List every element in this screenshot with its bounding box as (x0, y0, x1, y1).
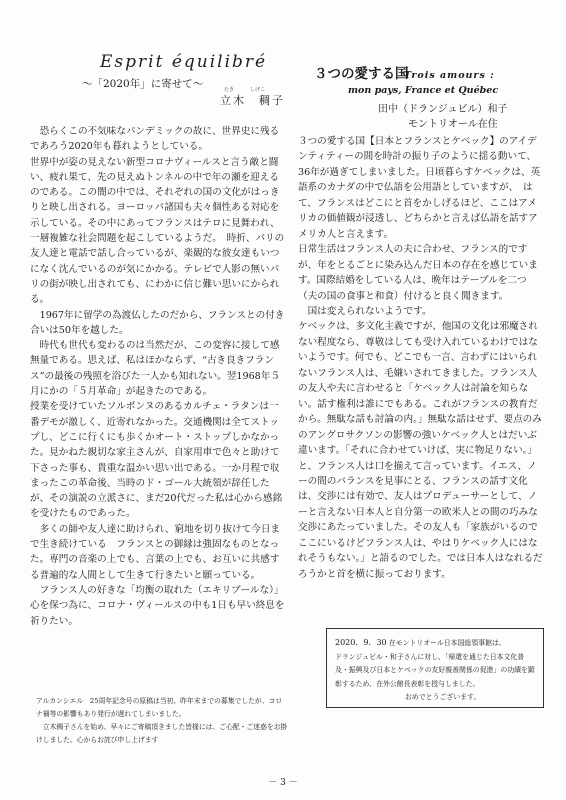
paragraph: ケベックは、多文化主義ですが、他国の文化は邪魔されない程度なら、尊敬はしても受け入れているわけではないようです。何でも、どこでも一言、言わずにはいられないフランス人は、毛嫌いされてきました。フランス人の友人や夫に言わせると「ケベック人は討論を知らない。話す権利は誰にでもある。これがフランスの教育だから。無駄な話も討論の内。」無駄な話はせず、要点のみのアングロサクソンの影響の強いケベック人とはだいぶ違います。「それに合わせていけば、実に物足りない。」と、フランス人は口を揃えて言っています。イエス、ノーの間のバランスを見事にとる、フランスの話す文化は、交渉には有効で、友人はプロデューサーとして、ノーと言えない日本人と自分第一の欧米人との間の巧みな交渉にあたっていました。その友人も「家族がいるのでここにいるけどフランス人は、やはりケベック人にはなれそうもない。」と語るのでした。では日本人はなれるだろうかと首を横に振っております。 (298, 321, 543, 580)
ruby-family-name: たき (224, 87, 235, 93)
notice-line: ドランジュビル・和子さんに対し、「帰還を通じた日本文化普及・振興及び日本とケベックの友好親善関係の促進」の功績を顕彰するため、在外公館長表彰を授与しました。 (335, 652, 535, 688)
notice-date: 2020．9．30 (335, 638, 387, 647)
editor-footnote (36, 695, 288, 747)
article-body-right (298, 134, 543, 582)
footnote-line: アルカンシエル 25周年記念号の原稿は当初、昨年末までの募集でしたが、コロナ禍等の影響もあり発行が遅れてしまいました。 (36, 697, 283, 718)
article-subtitle-left: ～「2020年」に寄せて～ (82, 78, 204, 90)
footnote-line: 立木稠子さんを始め、早々にご寄稿頂きました皆様には、ご心配・ご迷惑をお掛けしました。心からお詫び申し上げます (36, 723, 288, 744)
paragraph: フランス人の好きな「均衡の取れた（エキリブールな）」心を保つ為に、コロナ・ヴィールスの中も1日も早い終息を祈りたい。 (30, 584, 285, 627)
notice-line: おめでとうございます。 (405, 693, 481, 701)
article-body-left (30, 124, 288, 629)
french-subtitle: mon pays, France et Québec (348, 85, 499, 96)
article-title-left: Esprit équilibré (100, 52, 268, 72)
paragraph: 1967年に留学の為渡仏したのだから、フランスとの付き合いは50年を越した。 (30, 309, 285, 336)
paragraph: 日常生活はフランス人の夫に合わせ、フランス的ですが、年をとるごとに染み込んだ日本の存在を感じています。国際結婚をしている人は、晩年はテーブルを二つ（夫の国の食事と和食）付けると良く聞きます。 (298, 244, 538, 302)
ruby-given-name: しげこ (250, 87, 266, 93)
paragraph: 多くの師や友人達に助けられ、窮地を切り抜けて今日まで生き続けている フランスとの御縁は強固なものとなった。専門の音楽の上でも、言葉の上でも、お互いに共感する普遍的な人間として生きて行きたいと願っている。 (30, 523, 281, 581)
french-title: Trois amours : (404, 70, 495, 81)
notice-line: 在モントリオール日本国総領事館は、 (388, 639, 506, 647)
author-left: 立木 稠子 (220, 94, 285, 107)
award-notice-box (326, 628, 544, 708)
author-right: 田中（ドランジュビル）和子 (378, 104, 508, 115)
paragraph: 授業を受けていたソルボンヌのあるカルチェ・ラタンは一番デモが激しく、近寄れなかった。交通機関は全てストップし、どこに行くにも歩くかオート・ストップしかなかった。見かねた親切な家主さんが、自家用車で色々と助けて下さった事も、貴重な温かい思い出である。一か月程で収まったこの革命後、当時のド・ゴール大統領が辞任したが、その演説の立派さに、まだ20代だった私は心から感銘を受けたものであった。 (30, 401, 283, 520)
paragraph: 世界中が姿の見えない新型コロナヴィールスと言う敵と闘い、疲れ果て、先の見えぬトンネルの中で年の瀬を迎えるのである。この闇の中では、それぞれの国の文化がはっきりと映し出される。ヨーロッパ諸国も夫々個性ある対応を示している。その中にあってフランスはテロに見舞われ、一層複雑な社会問題を起こしているようだ。 時折、パリの友人達と電話で話し合っているが、楽観的な彼女達もいつになく沈んでいるのが気にかかる。テレビで人影の無いパリの街が映し出されても、にわかに信じ難い思いにかられる。 (30, 156, 285, 306)
paragraph: ３つの愛する国【日本とフランスとケベック】のアイデンティティーの間を時計の振り子のように揺る動いて、36年が過ぎてしまいました。日頃暮らすケベックは、英語系のカナダの中で仏語を公用語としていますが、 はて、フランスはどこにと首をかしげるほど、ここはアメリカの価値観が浸透し、どちらかと言えば仏語を話すアメリカ人と言えます。 (298, 136, 541, 240)
article-title-right: ３つの愛する国 (314, 66, 409, 82)
author-location: モントリオール在住 (408, 119, 498, 130)
paragraph: 国は変えられないようです。 (307, 305, 432, 317)
paragraph: 恐らくこの不気味なパンデミックの故に、世界史に残るであろう2020年も暮れようとしている。 (30, 126, 280, 153)
paragraph: 時代も世代も変わるのは当然だが、この変容に接して感無量である。思えば、私はほかならず、“古き良きフランス”の最後の残照を浴びた一人かも知れない。翌1968年５月にかの「５月革命」が起きたのである。 (30, 340, 280, 398)
page-number: － 3 － (268, 778, 298, 788)
